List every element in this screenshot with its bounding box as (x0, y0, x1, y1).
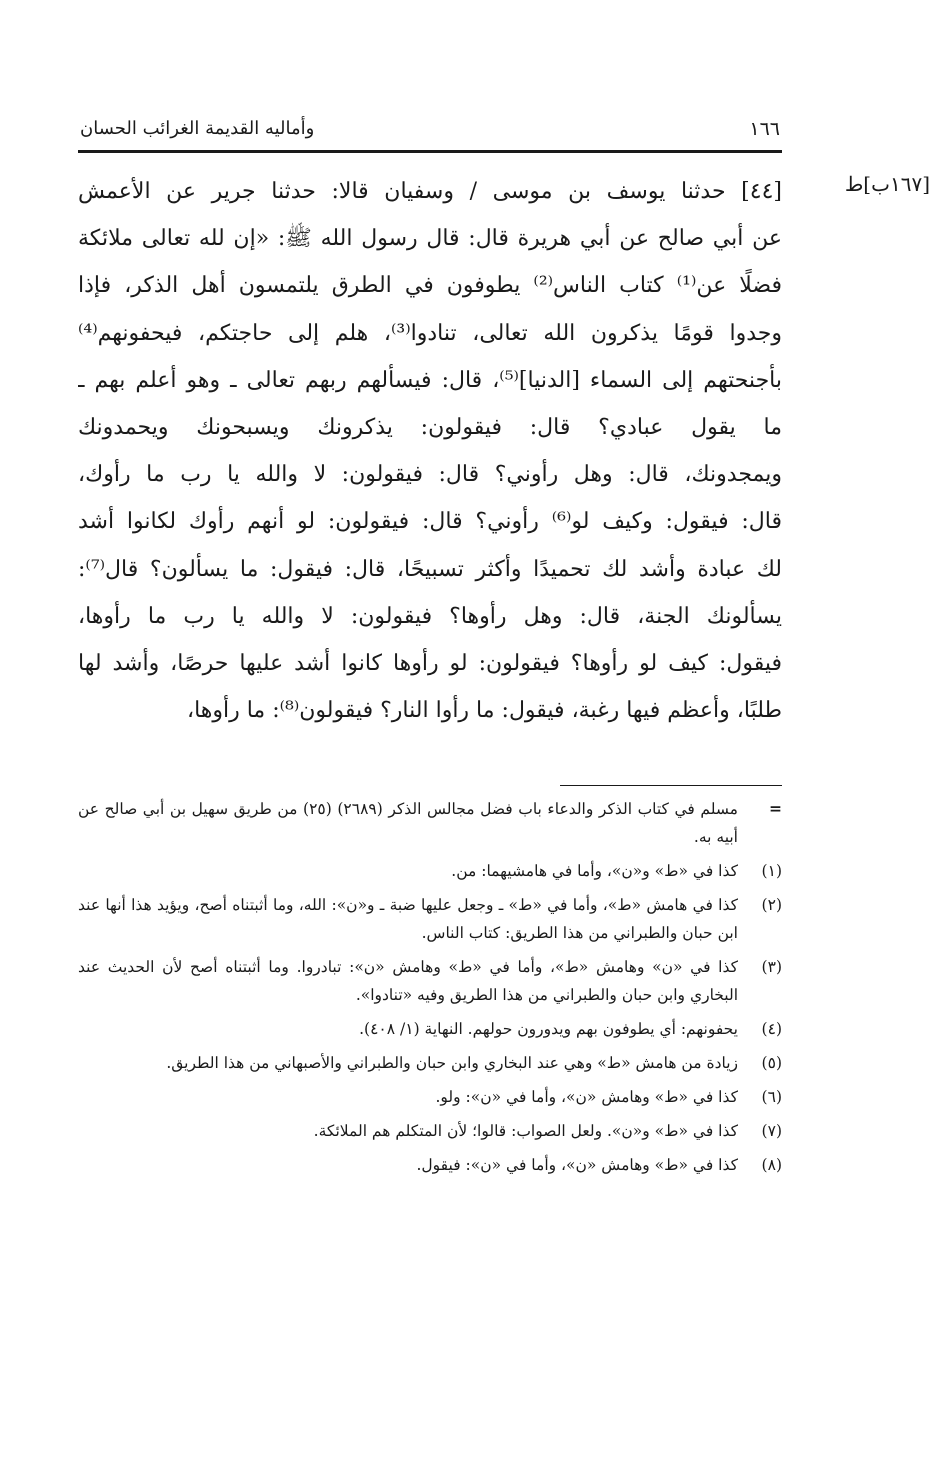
footnote-number: (٧) (761, 1122, 782, 1140)
text-line: وجدوا قومًا يذكرون الله تعالى، تنادوا⁽³⁾، هلم إلى حاجتكم، فيحفونهم⁽⁴⁾ (78, 320, 782, 346)
footnote-number: = (769, 799, 782, 818)
footnote (78, 953, 782, 1009)
text-line: ويمجدونك، قال: وهل رأوني؟ قال: فيقولون: لا والله يا رب ما رأوك، (78, 462, 782, 488)
footnotes (78, 795, 782, 1185)
footnote (78, 1083, 782, 1111)
text-line: لك عبادة وأشد لك تحميدًا وأكثر تسبيحًا، قال: فيقول: ما يسألون؟ قال⁽⁷⁾: (78, 556, 782, 582)
footnote-separator (560, 785, 782, 786)
manuscript-folio-note: [١٦٧ب]ط (844, 172, 930, 196)
page-number: ١٦٦ (749, 118, 780, 140)
text-line: فيقول: كيف لو رأوها؟ فيقولون: لو رأوها كانوا أشد عليها حرصًا، وأشد لها (78, 650, 782, 676)
footnote-text: كذا في «ط» وهامش «ن»، وأما في «ن»: ولو. (435, 1088, 738, 1106)
running-title: وأماليه القديمة الغرائب الحسان (80, 118, 315, 139)
text-line: ما يقول عبادي؟ قال: فيقولون: يذكرونك ويسبحونك ويحمدونك (78, 414, 782, 440)
text-line: قال: فيقول: وكيف لو⁽⁶⁾ رأوني؟ قال: فيقولون: لو أنهم رأوك لكانوا أشد (78, 509, 782, 535)
running-header (80, 112, 780, 146)
footnote-number: (٤) (761, 1020, 782, 1038)
footnote (78, 1015, 782, 1043)
footnote-text: كذا في هامش «ط»، وأما في «ط» ـ وجعل عليها ضبة ـ و«ن»: الله، وما أثبتناه أصح، ويؤيد هذا أنها عند ابن حبان والطبراني من هذا الطريق: كتاب الناس. (78, 896, 738, 942)
text-line: يسألونك الجنة، قال: وهل رأوها؟ فيقولون: لا والله يا رب ما رأوها، (78, 603, 782, 629)
footnote (78, 857, 782, 885)
footnote-text: كذا في «ط» و«ن». ولعل الصواب: قالوا؛ لأن المتكلم هم الملائكة. (313, 1122, 738, 1140)
footnote-number: (١) (761, 862, 782, 880)
footnote-number: (٣) (761, 958, 782, 976)
text-line: فضلًا عن⁽¹⁾ كتاب الناس⁽²⁾ يطوفون في الطرق يلتمسون أهل الذكر، فإذا (78, 273, 782, 299)
footnote (78, 891, 782, 947)
footnote (78, 1117, 782, 1145)
footnote-text: زيادة من هامش «ط» وهي عند البخاري وابن حبان والطبراني والأصبهاني من هذا الطريق. (166, 1054, 738, 1072)
footnote-text: كذا في «ط» وهامش «ن»، وأما في «ن»: فيقول. (416, 1156, 738, 1174)
footnote-number: (٦) (761, 1088, 782, 1106)
footnote-text: كذا في «ن» وهامش «ط»، وأما في «ط» وهامش «ن»: تبادروا. وما أثبتناه أصح لأن الحديث عند البخاري وابن حبان والطبراني من هذا الطريق وفيه «تنادوا». (78, 958, 738, 1004)
text-line: طلبًا، وأعظم فيها رغبة، فيقول: ما رأوا النار؟ فيقولون⁽⁸⁾: ما رأوها، (186, 698, 782, 724)
text-line: بأجنحتهم إلى السماء [الدنيا]⁽⁵⁾، قال: فيسألهم ربهم تعالى ـ وهو أعلم بهم ـ (78, 367, 782, 393)
footnote-number: (٢) (761, 896, 782, 914)
footnote-continuation (78, 795, 782, 851)
hadith-text (78, 168, 782, 734)
footnote-number: (٨) (761, 1156, 782, 1174)
text-line: [٤٤] حدثنا يوسف بن موسى / وسفيان قالا: حدثنا جرير عن الأعمش (78, 179, 782, 204)
footnote-text: مسلم في كتاب الذكر والدعاء باب فضل مجالس الذكر (٢٦٨٩) (٢٥) من طريق سهيل بن أبي صالح عن أبيه به. (78, 800, 738, 846)
footnote-number: (٥) (761, 1054, 782, 1072)
footnote (78, 1049, 782, 1077)
header-rule (78, 150, 782, 153)
footnote (78, 1151, 782, 1179)
text-line: عن أبي صالح عن أبي هريرة قال: قال رسول الله ﷺ: «إن لله تعالى ملائكة (78, 226, 782, 252)
footnote-text: يحفونهم: أي يطوفون بهم ويدورون حولهم. النهاية (١/ ٤٠٨). (359, 1020, 738, 1038)
footnote-text: كذا في «ط» و«ن»، وأما في هامشيهما: من. (451, 862, 738, 880)
